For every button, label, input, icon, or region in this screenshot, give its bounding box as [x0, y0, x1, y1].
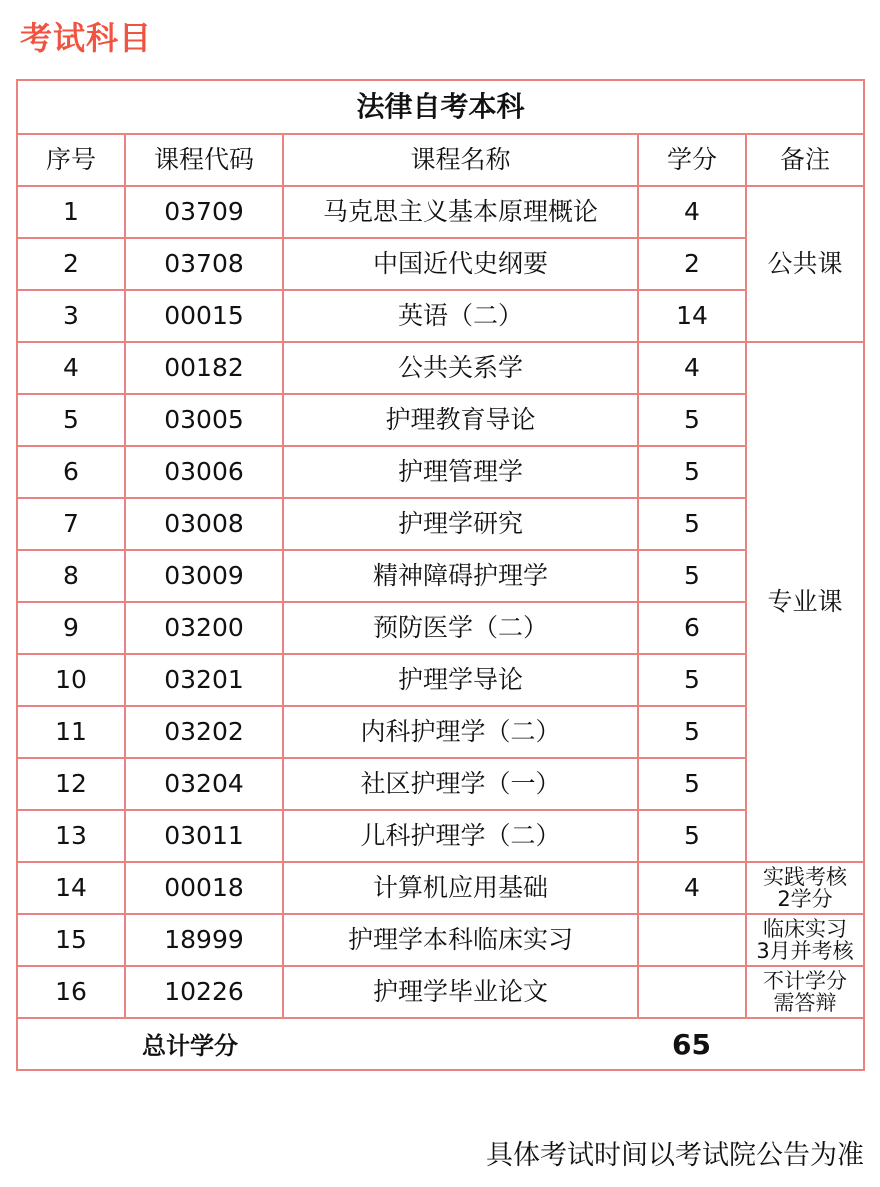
course-table: [16, 79, 865, 1071]
table-row: [17, 862, 864, 914]
cell-course-name: 护理管理学: [283, 446, 638, 498]
cell-no: 6: [17, 446, 125, 498]
cell-no: 7: [17, 498, 125, 550]
page-heading: 考试科目: [20, 19, 153, 57]
column-header-no: 序号: [17, 134, 125, 186]
table-header-row: [17, 134, 864, 186]
cell-course-name: 精神障碍护理学: [283, 550, 638, 602]
cell-no: 16: [17, 966, 125, 1018]
cell-course-code: 10226: [125, 966, 283, 1018]
table-row: [17, 966, 864, 1018]
table-row: [17, 394, 864, 446]
cell-course-name: 马克思主义基本原理概论: [283, 186, 638, 238]
cell-course-name: 预防医学（二）: [283, 602, 638, 654]
cell-credit: 2: [638, 238, 746, 290]
cell-course-name: 护理学毕业论文: [283, 966, 638, 1018]
table-row: [17, 758, 864, 810]
cell-course-code: 03006: [125, 446, 283, 498]
cell-credit: 6: [638, 602, 746, 654]
cell-credit: 5: [638, 758, 746, 810]
cell-course-name: 社区护理学（一）: [283, 758, 638, 810]
cell-no: 10: [17, 654, 125, 706]
cell-credit: 5: [638, 446, 746, 498]
cell-no: 2: [17, 238, 125, 290]
table-row: [17, 238, 864, 290]
cell-course-name: 护理学导论: [283, 654, 638, 706]
cell-credit: 5: [638, 654, 746, 706]
cell-credit: [638, 914, 746, 966]
table-row: [17, 342, 864, 394]
cell-credit: 14: [638, 290, 746, 342]
table-row: [17, 550, 864, 602]
cell-course-name: 儿科护理学（二）: [283, 810, 638, 862]
cell-course-code: 18999: [125, 914, 283, 966]
cell-course-code: 03204: [125, 758, 283, 810]
cell-course-code: 03201: [125, 654, 283, 706]
table-title-row: [17, 80, 864, 134]
cell-course-name: 公共关系学: [283, 342, 638, 394]
cell-course-name: 计算机应用基础: [283, 862, 638, 914]
note-practice-assessment: 实践考核 2学分: [746, 862, 864, 914]
note-thesis-defense: 不计学分 需答辩: [746, 966, 864, 1018]
cell-no: 9: [17, 602, 125, 654]
cell-course-name: 护理学本科临床实习: [283, 914, 638, 966]
cell-course-name: 护理教育导论: [283, 394, 638, 446]
cell-course-code: 03005: [125, 394, 283, 446]
cell-course-code: 00018: [125, 862, 283, 914]
cell-no: 15: [17, 914, 125, 966]
cell-no: 8: [17, 550, 125, 602]
cell-no: 5: [17, 394, 125, 446]
table-row: [17, 914, 864, 966]
total-credits-label: 总计学分: [142, 1032, 238, 1060]
table-row: [17, 654, 864, 706]
cell-course-name: 护理学研究: [283, 498, 638, 550]
cell-course-code: 03202: [125, 706, 283, 758]
cell-no: 11: [17, 706, 125, 758]
cell-no: 13: [17, 810, 125, 862]
cell-course-code: 03008: [125, 498, 283, 550]
table-row: [17, 706, 864, 758]
table-row: [17, 810, 864, 862]
cell-course-code: 00015: [125, 290, 283, 342]
table-row: [17, 602, 864, 654]
cell-course-name: 英语（二）: [283, 290, 638, 342]
cell-credit: 5: [638, 810, 746, 862]
table-title: 法律自考本科: [17, 80, 864, 134]
cell-credit: 4: [638, 342, 746, 394]
cell-credit: 5: [638, 498, 746, 550]
cell-course-code: 03009: [125, 550, 283, 602]
cell-course-name: 内科护理学（二）: [283, 706, 638, 758]
column-header-code: 课程代码: [125, 134, 283, 186]
table-row: [17, 290, 864, 342]
cell-course-code: 03200: [125, 602, 283, 654]
cell-credit: 4: [638, 862, 746, 914]
column-header-name: 课程名称: [283, 134, 638, 186]
column-header-note: 备注: [746, 134, 864, 186]
note-public-course: 公共课: [746, 186, 864, 342]
cell-credit: 4: [638, 186, 746, 238]
note-major-course: 专业课: [746, 342, 864, 862]
cell-credit: [638, 966, 746, 1018]
note-clinical-internship: 临床实习 3月并考核: [746, 914, 864, 966]
table-row: [17, 186, 864, 238]
column-header-credit: 学分: [638, 134, 746, 186]
footer-note: 具体考试时间以考试院公告为准: [486, 1140, 864, 1171]
total-cell: [17, 1018, 864, 1070]
cell-course-code: 03709: [125, 186, 283, 238]
cell-credit: 5: [638, 394, 746, 446]
cell-course-code: 00182: [125, 342, 283, 394]
cell-course-name: 中国近代史纲要: [283, 238, 638, 290]
cell-credit: 5: [638, 550, 746, 602]
cell-course-code: 03011: [125, 810, 283, 862]
cell-course-code: 03708: [125, 238, 283, 290]
cell-no: 3: [17, 290, 125, 342]
cell-no: 1: [17, 186, 125, 238]
cell-credit: 5: [638, 706, 746, 758]
table-row: [17, 498, 864, 550]
total-row: [17, 1018, 864, 1070]
total-credits-value: 65: [672, 1028, 711, 1061]
cell-no: 14: [17, 862, 125, 914]
cell-no: 12: [17, 758, 125, 810]
table-row: [17, 446, 864, 498]
cell-no: 4: [17, 342, 125, 394]
